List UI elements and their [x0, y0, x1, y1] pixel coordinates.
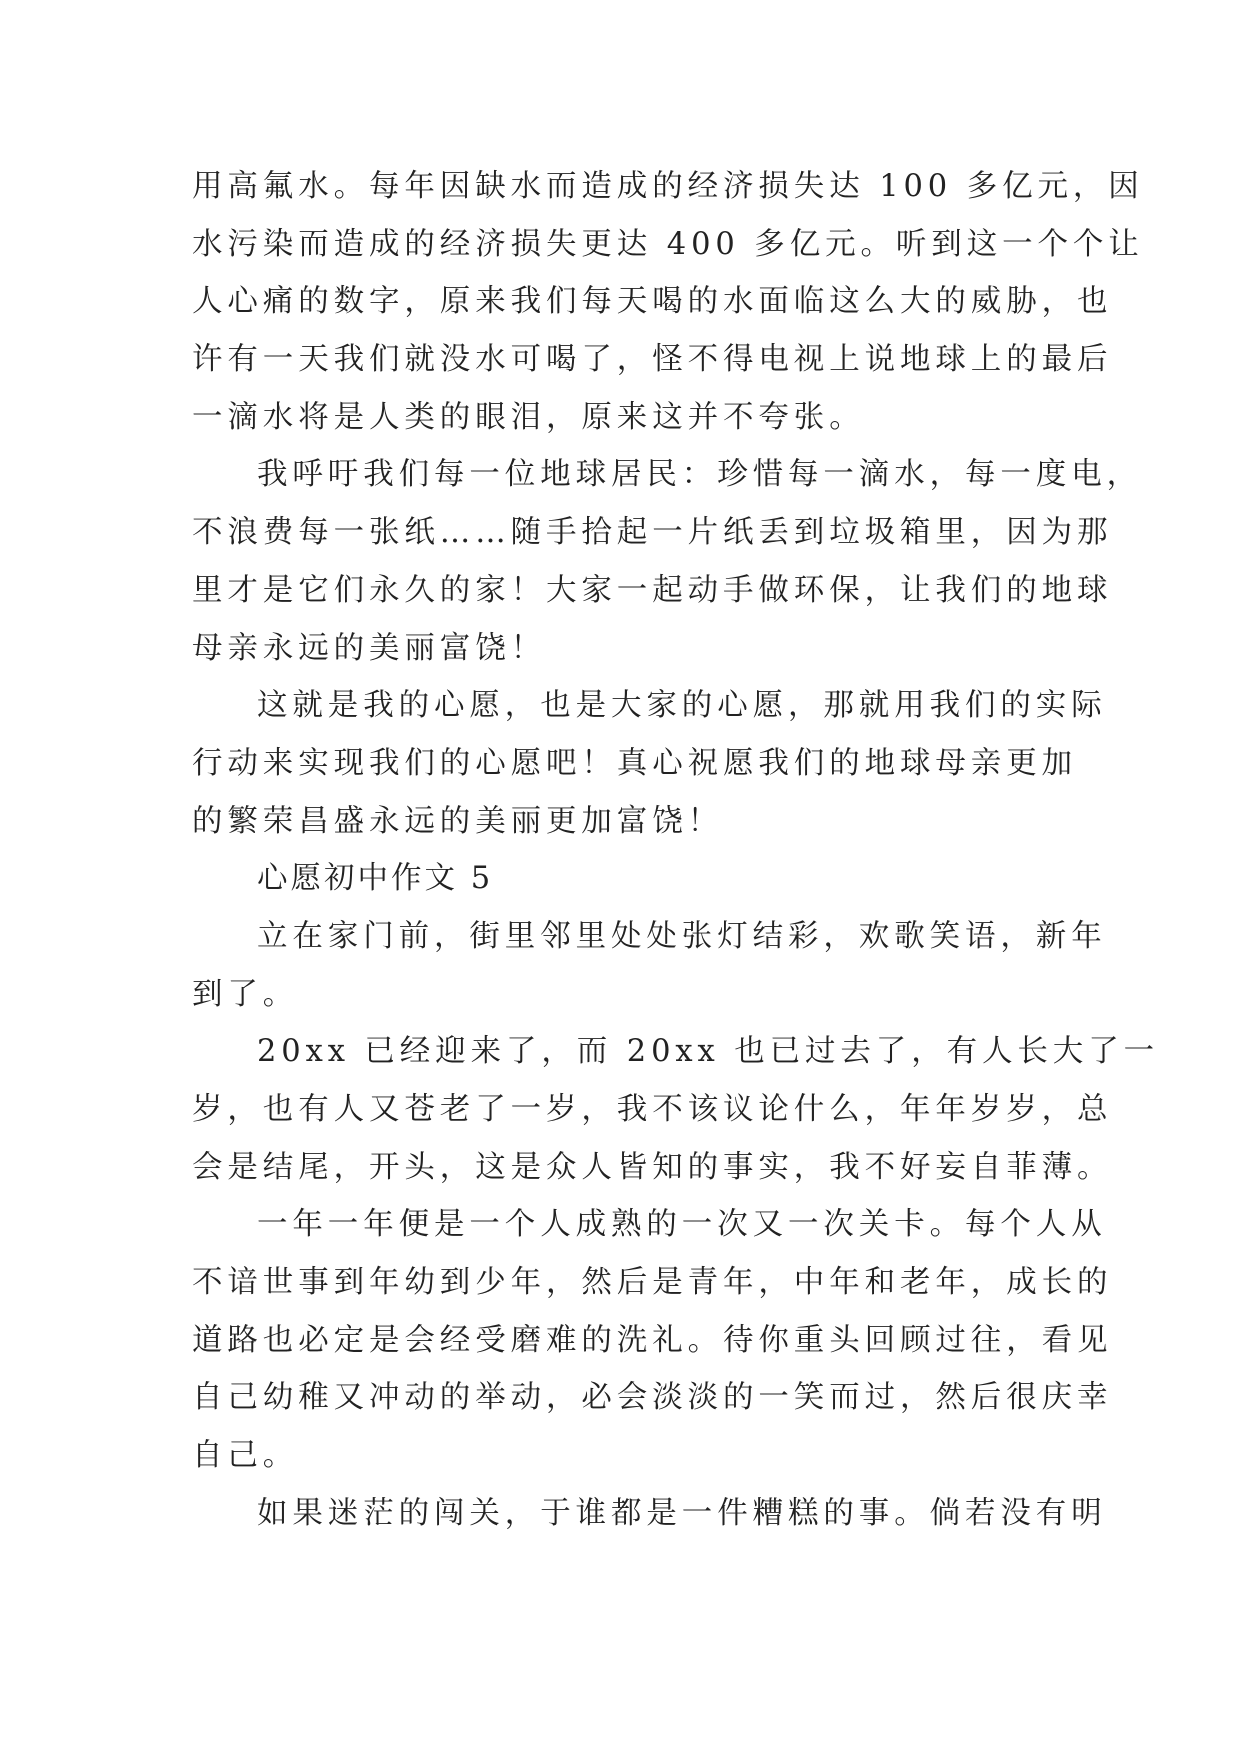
- document-body: [192, 158, 1160, 1543]
- text-line: 水污染而造成的经济损失更达 400 多亿元。听到这一个个让: [192, 226, 1144, 262]
- text-line: 不浪费每一张纸……随手拾起一片纸丢到垃圾箱里，因为那: [192, 515, 1113, 551]
- text-line: 岁，也有人又苍老了一岁，我不该议论什么，年年岁岁，总: [192, 1092, 1113, 1127]
- paragraph-start-line: 立在家门前，街里邻里处处张灯结彩，欢歌笑语，新年: [257, 918, 1107, 954]
- text-line: 一滴水将是人类的眼泪，原来这并不夸张。: [192, 399, 865, 435]
- paragraph-start-line: 我呼吁我们每一位地球居民：珍惜每一滴水，每一度电，: [257, 457, 1142, 493]
- text-line: 到了。: [192, 976, 299, 1012]
- paragraph-start-line: 20xx 已经迎来了，而 20xx 也已过去了，有人长大了一: [257, 1034, 1160, 1070]
- text-line: 用高氟水。每年因缺水而造成的经济损失达 100 多亿元，因: [192, 169, 1144, 204]
- paragraph-start-line: 如果迷茫的闯关，于谁都是一件糟糕的事。倘若没有明: [257, 1495, 1107, 1531]
- text-line: 行动来实现我们的心愿吧！真心祝愿我们的地球母亲更加: [192, 745, 1077, 781]
- text-line: 会是结尾，开头，这是众人皆知的事实，我不好妄自菲薄。: [192, 1149, 1113, 1185]
- section-heading: 心愿初中作文 5: [257, 861, 494, 897]
- text-line: 许有一天我们就没水可喝了，怪不得电视上说地球上的最后: [192, 342, 1113, 378]
- text-line: 自己幼稚又冲动的举动，必会淡淡的一笑而过，然后很庆幸: [192, 1380, 1113, 1416]
- text-line: 道路也必定是会经受磨难的洗礼。待你重头回顾过往，看见: [192, 1322, 1113, 1358]
- text-line: 人心痛的数字，原来我们每天喝的水面临这么大的威胁，也: [192, 284, 1113, 320]
- paragraph-start-line: 这就是我的心愿，也是大家的心愿，那就用我们的实际: [257, 688, 1107, 724]
- text-line: 自己。: [192, 1438, 299, 1474]
- text-line: 的繁荣昌盛永远的美丽更加富饶！: [192, 803, 723, 839]
- text-line: 不谙世事到年幼到少年，然后是青年，中年和老年，成长的: [192, 1265, 1113, 1301]
- paragraph-start-line: 一年一年便是一个人成熟的一次又一次关卡。每个人从: [257, 1207, 1107, 1243]
- text-line: 里才是它们永久的家！大家一起动手做环保，让我们的地球: [192, 572, 1113, 608]
- text-line: 母亲永远的美丽富饶！: [192, 630, 546, 666]
